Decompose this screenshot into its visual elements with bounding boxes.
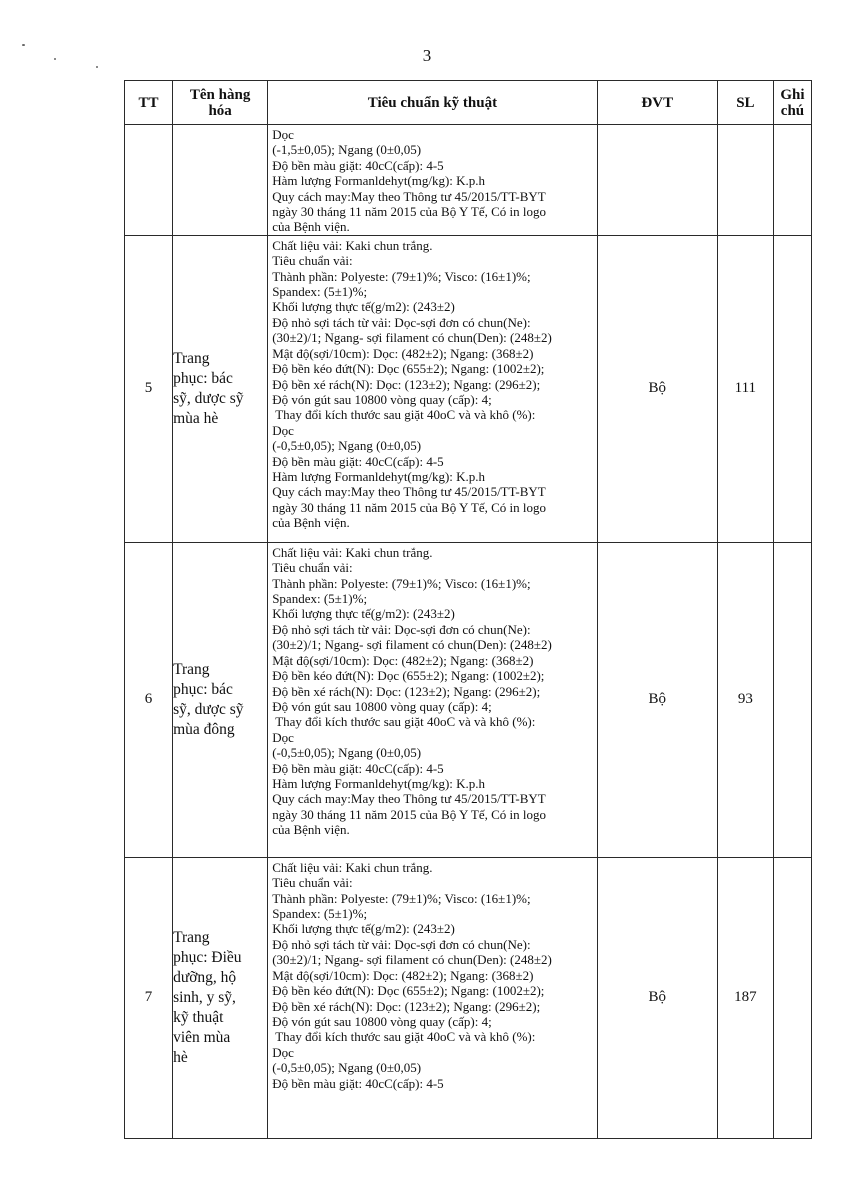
cell-name — [173, 542, 268, 857]
table-header-row — [125, 81, 812, 125]
header-dvt: ĐVT — [597, 81, 717, 125]
cell-tt — [125, 125, 173, 236]
item-name: Trang phục: bác sỹ, dược sỹ mùa đông — [173, 660, 244, 738]
table-row — [125, 125, 812, 236]
cell-dvt — [597, 125, 717, 236]
cell-tt: 6 — [125, 542, 173, 857]
cell-name — [173, 857, 268, 1138]
spec-text: Chất liệu vải: Kaki chun trắng. Tiêu chuẩn vải: Thành phần: Polyeste: (79±1)%; Visco: (16±1)%; Spandex: (5±1)%; Khối lượng thực tế(g/m2): (243±2) Độ nhỏ sợi tách từ vải: Dọc-sợi đơn có chun(Ne): (30±2)/1; Ngang- sợi filament có chun(Den): (248±2) Mật độ(sợi/10cm): Dọc: (482±2); Ngang: (368±2) Độ bền kéo đứt(N): Dọc (655±2); Ngang: (1002±2); Độ bền xé rách(N): Dọc: (123±2); Ngang: (296±2); Độ vón gút sau 10800 vòng quay (cấp): 4; Thay đổi kích thước sau giặt 40oC và và khô (%): Dọc (-0,5±0,05); Ngang (0±0,05) Độ bền màu giặt: 40cC(cấp): 4-5 — [272, 859, 552, 1091]
spec-text: Dọc (-1,5±0,05); Ngang (0±0,05) Độ bền màu giặt: 40cC(cấp): 4-5 Hàm lượng Formanldehyt(mg/kg): K.p.h Quy cách may:May theo Thông tư 45/2015/TT-BYT ngày 30 tháng 11 năm 2015 của Bộ Y Tế, Có in logo của Bệnh viện. — [272, 127, 546, 235]
cell-tt: 5 — [125, 235, 173, 542]
spec-text: Chất liệu vải: Kaki chun trắng. Tiêu chuẩn vải: Thành phần: Polyeste: (79±1)%; Visco: (16±1)%; Spandex: (5±1)%; Khối lượng thực tế(g/m2): (243±2) Độ nhỏ sợi tách từ vải: Dọc-sợi đơn có chun(Ne): (30±2)/1; Ngang- sợi filament có chun(Den): (248±2) Mật độ(sợi/10cm): Dọc: (482±2); Ngang: (368±2) Độ bền kéo đứt(N): Dọc (655±2); Ngang: (1002±2); Độ bền xé rách(N): Dọc: (123±2); Ngang: (296±2); Độ vón gút sau 10800 vòng quay (cấp): 4; Thay đổi kích thước sau giặt 40oC và và khô (%): Dọc (-0,5±0,05); Ngang (0±0,05) Độ bền màu giặt: 40cC(cấp): 4-5 Hàm lượng Formanldehyt(mg/kg): K.p.h Quy cách may:May theo Thông tư 45/2015/TT-BYT ngày 30 tháng 11 năm 2015 của Bộ Y Tế, Có in logo của Bệnh viện. — [272, 237, 552, 531]
table-row — [125, 235, 812, 542]
header-ghi-chu: Ghi chú — [773, 81, 811, 125]
cell-name — [173, 235, 268, 542]
header-tieu-chuan: Tiêu chuẩn kỹ thuật — [268, 81, 597, 125]
cell-sl — [717, 125, 773, 236]
cell-ghi-chu — [773, 542, 811, 857]
cell-dvt: Bộ — [597, 857, 717, 1138]
cell-sl: 93 — [717, 542, 773, 857]
cell-sl: 187 — [717, 857, 773, 1138]
header-sl: SL — [717, 81, 773, 125]
cell-spec — [268, 235, 597, 542]
scan-speck — [96, 66, 98, 68]
spec-text: Chất liệu vải: Kaki chun trắng. Tiêu chuẩn vải: Thành phần: Polyeste: (79±1)%; Visco: (16±1)%; Spandex: (5±1)%; Khối lượng thực tế(g/m2): (243±2) Độ nhỏ sợi tách từ vải: Dọc-sợi đơn có chun(Ne): (30±2)/1; Ngang- sợi filament có chun(Den): (248±2) Mật độ(sợi/10cm): Dọc: (482±2); Ngang: (368±2) Độ bền kéo đứt(N): Dọc (655±2); Ngang: (1002±2); Độ bền xé rách(N): Dọc: (123±2); Ngang: (296±2); Độ vón gút sau 10800 vòng quay (cấp): 4; Thay đổi kích thước sau giặt 40oC và và khô (%): Dọc (-0,5±0,05); Ngang (0±0,05) Độ bền màu giặt: 40cC(cấp): 4-5 Hàm lượng Formanldehyt(mg/kg): K.p.h Quy cách may:May theo Thông tư 45/2015/TT-BYT ngày 30 tháng 11 năm 2015 của Bộ Y Tế, Có in logo của Bệnh viện. — [272, 544, 552, 838]
page-number: 3 — [422, 46, 432, 65]
cell-spec — [268, 125, 597, 236]
cell-ghi-chu — [773, 235, 811, 542]
header-tt: TT — [125, 81, 173, 125]
cell-spec — [268, 542, 597, 857]
item-name: Trang phục: Điều dưỡng, hộ sinh, y sỹ, kỹ thuật viên mùa hè — [173, 928, 242, 1066]
cell-sl: 111 — [717, 235, 773, 542]
cell-tt: 7 — [125, 857, 173, 1138]
technical-spec-table — [124, 80, 812, 1139]
cell-ghi-chu — [773, 857, 811, 1138]
scan-speck — [54, 58, 56, 60]
cell-name — [173, 125, 268, 236]
scan-speck — [22, 44, 25, 46]
header-ten-hang-hoa: Tên hàng hóa — [173, 81, 268, 125]
cell-dvt: Bộ — [597, 235, 717, 542]
table-row — [125, 857, 812, 1138]
cell-dvt: Bộ — [597, 542, 717, 857]
cell-spec — [268, 857, 597, 1138]
item-name: Trang phục: bác sỹ, dược sỹ mùa hè — [173, 349, 244, 427]
table-row — [125, 542, 812, 857]
cell-ghi-chu — [773, 125, 811, 236]
